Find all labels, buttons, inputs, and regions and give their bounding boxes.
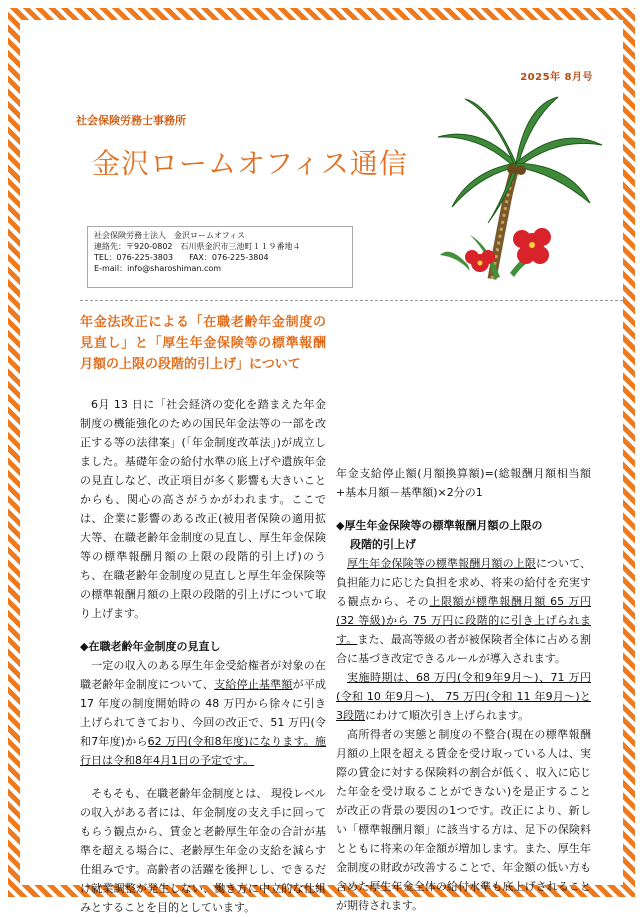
section2-paragraph-3: 高所得者の実態と制度の不整合(現在の標準報酬月額の上限を超える賃金を受け取っている人は、実際の賃金に対する保険料の割合が低く、収入に応じた年金を受け取ることができない)を是正することが改正の背景の要因の1つです。改正により、新しい「標準報酬月額」に該当する方は、足下の保険料とともに将来の年金額が増加します。また、厚生年金制度の財政が改善することで、年金額の低い方も含めた厚生年金全体の給付水準も底上げされることが期待されます。 [336, 728, 591, 912]
contact-firm: 社会保険労務士法人 金沢ロームオフィス [94, 231, 246, 240]
article-headline: 年金法改正による「在職老齢年金制度の見直し」と「厚生年金保険等の標準報酬月額の上限の段階的引上げ」について [80, 315, 326, 372]
contact-phone-fax: TEL：076-225-3803 FAX：076-225-3804 [94, 253, 269, 262]
firm-subtitle: 社会保険労務士事務所 [76, 114, 186, 127]
section-heading-zaishoku: ◆在職老齢年金制度の見直し [80, 640, 221, 653]
contact-box [87, 226, 353, 288]
column-left [80, 312, 326, 917]
section1-paragraph-2: そもそも、在職老齢年金制度とは、 現役レベルの収入がある者には、年金制度の支え手に回ってもらう観点から、賃金と老齢厚生年金の合計が基準を超える場合に、老齢厚生年金の支給を減らす仕組みです。高齢者の活躍を後押しし、できるだけ就業調整が発生しない、働き方に中立的な仕組みとすることを目的としています。 [80, 787, 326, 914]
formula: 年金支給停止額(月額換算額)=(総報酬月額相当額+基本月額－基準額)×2分の1 [336, 467, 591, 499]
intro-paragraph: 6月 13 日に「社会経済の変化を踏まえた年金制度の機能強化のための国民年金法等の一部を改正する等の法律案」(「年金制度改革法」)が成立しました。基礎年金の給付水準の底上げや遺族年金の見直しなど、改正項目が多く影響も大きいことからも、関心の高さがうかがわれます。ここでは、企業に影響のある改正(被用者保険の適用拡大等、在職老齢年金制度の見直し、厚生年金保険等の標準報酬月額の上限の段階的引上げ)のうち、在職老齢年金制度の見直しと厚生年金保険等の標準報酬月額の上限の段階的引上げについて取り上げます。 [80, 398, 326, 620]
issue-date: 2025年 8月号 [520, 72, 593, 83]
section2-paragraph-2: 実施時期は、68 万円(令和9年9月～)、71 万円(令和 10 年9月～)、 75 万円(令和 11 年9月～)と3段階にわけて順次引き上げられます。 [336, 671, 591, 722]
section1-paragraph-1: 一定の収入のある厚生年金受給権者が対象の在職老齢年金制度について、支給停止基準額が平成 17 年度の制度開始時の 48 万円から徐々に引き上げられてきており、今回の改正で、51 万円(令和7年度)から62 万円(令和8年度)になります。施行日は令和8年4月1日の予定です。 [80, 659, 327, 767]
contact-address: 連絡先：〒920-0802 石川県金沢市三池町１１９番地４ [94, 242, 301, 251]
contact-email[interactable]: E-mail：info@sharoshiman.com [94, 264, 222, 273]
palm-tree-illustration [430, 95, 605, 290]
page-border [8, 8, 635, 914]
divider [80, 300, 623, 301]
section-heading-hyojun: ◆厚生年金保険等の標準報酬月額の上限の 段階的引上げ [336, 519, 543, 551]
newsletter-title: 金沢ロームオフィス通信 [92, 147, 408, 180]
column-right [336, 312, 591, 915]
section2-paragraph-1: 厚生年金保険等の標準報酬月額の上限について、負担能力に応じた負担を求め、将来の給付を充実する観点から、その上限額が標準報酬月額 65 万円(32 等級)から 75 万円に段階的に引き上げられます。また、最高等級の者が被保険者全体に占める割合に基づき改定できるルールが導入されます。 [336, 557, 592, 665]
